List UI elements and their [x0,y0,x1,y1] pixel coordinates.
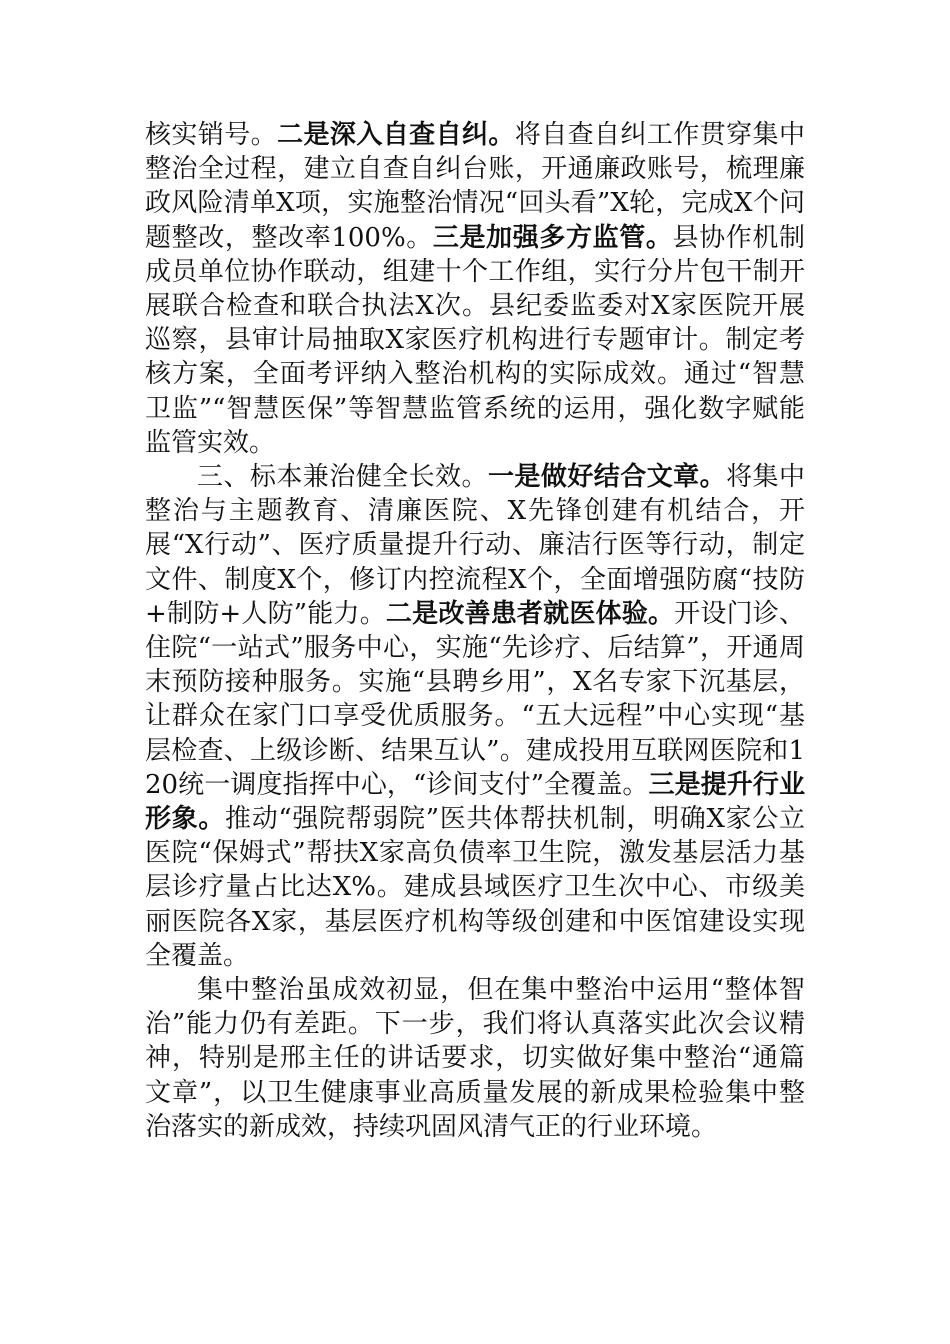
text-run: 县协作机制成员单位协作联动，组建十个工作组，实行分片包干制开展联合检查和联合执法X次。县纪委监委对X家医院开展巡察，县审计局抽取X家医疗机构进行专题审计。制定考核方案，全面考评纳入整治机构的实际成效。通过“智慧卫监”“智慧医保”等智慧监管系统的运用，强化数字赋能监管实效。 [145,222,805,458]
paragraph-3 [145,973,805,1144]
bold-heading-run: 二是深入自查自纠。 [277,120,515,150]
bold-heading-run: 三是加强多方监管。 [432,222,673,253]
paragraph-1 [145,118,805,460]
section-heading-run: 三、标本兼治健全长效。 [197,462,488,493]
text-run: 核实销号。 [145,120,278,150]
bold-heading-run: 二是改善患者就医体验。 [385,598,675,629]
paragraph-2 [145,460,805,973]
text-run: 集中整治虽成效初显，但在集中整治中运用“整体智治”能力仍有差距。下一步，我们将认真落实此次会议精神，特别是邢主任的讲话要求，切实做好集中整治“通篇文章”，以卫生健康事业高质量发展的新成果检验集中整治落实的新成效，持续巩固风清气正的行业环境。 [145,975,805,1142]
document-body [145,118,805,1144]
text-run: 开设门诊、住院“一站式”服务中心，实施“先诊疗、后结算”，开通周末预防接种服务。实施“县聘乡用”，X名专家下沉基层，让群众在家门口享受优质服务。“五大远程”中心实现“基层检查、上级诊断、结果互认”。建成投用互联网医院和120统一调度指挥中心，“诊间支付”全覆盖。 [145,598,805,800]
text-run: 将自查自纠工作贯穿集中整治全过程，建立自查自纠台账，开通廉政账号，梳理廉政风险清单X项，实施整治情况“回头看”X轮，完成X个问题整改，整改率100%。 [145,120,805,253]
text-run: 推动“强院帮弱院”医共体帮扶机制，明确X家公立医院“保姆式”帮扶X家高负债率卫生院，激发基层活力基层诊疗量占比达X%。建成县域医疗卫生次中心、市级美丽医院各X家，基层医疗机构等级创建和中医馆建设实现全覆盖。 [145,804,805,971]
bold-heading-run: 三是提升行业形象。 [145,769,805,835]
bold-heading-run: 一是做好结合文章。 [487,462,727,493]
text-run: 将集中整治与主题教育、清廉医院、X先锋创建有机结合，开展“X行动”、医疗质量提升行动、廉洁行医等行动，制定文件、制度X个，修订内控流程X个，全面增强防腐“技防+制防+人防”能力。 [145,462,805,629]
